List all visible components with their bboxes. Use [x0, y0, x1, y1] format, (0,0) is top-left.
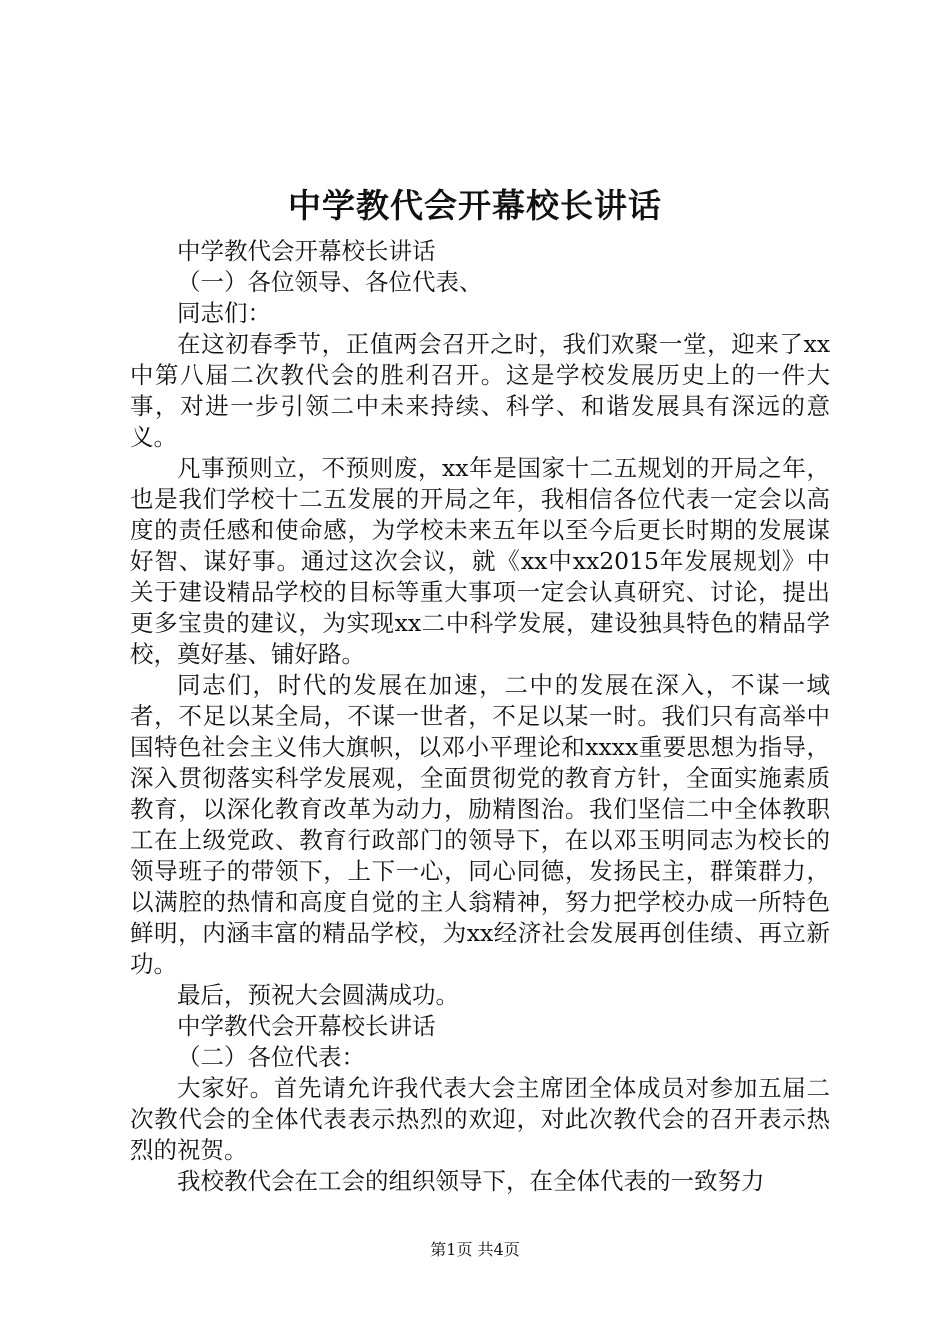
- document-body: [130, 236, 830, 1197]
- paragraph-salutation-1: （一）各位领导、各位代表、: [177, 268, 483, 296]
- paragraph-salutation-2: 同志们：: [177, 299, 271, 327]
- paragraph-planning: 凡事预则立，不预则废，xx年是国家十二五规划的开局之年，也是我们学校十二五发展的开局之年，我相信各位代表一定会以高度的责任感和使命感，为学校未来五年以至今后更长时期的发展谋好智、谋好事。通过这次会议，就《xx中xx2015年发展规划》中关于建设精品学校的目标等重大事项一定会认真研究、讨论，提出更多宝贵的建议，为实现xx二中科学发展，建设独具特色的精品学校，奠好基、铺好路。: [130, 454, 830, 668]
- paragraph-subtitle-1: 中学教代会开幕校长讲话: [177, 237, 436, 265]
- paragraph-welcome: 大家好。首先请允许我代表大会主席团全体成员对参加五届二次教代会的全体代表表示热烈的欢迎，对此次教代会的召开表示热烈的祝贺。: [130, 1074, 830, 1164]
- paragraph-salutation-3: （二）各位代表：: [177, 1043, 365, 1071]
- paragraph-subtitle-2: 中学教代会开幕校长讲话: [177, 1012, 436, 1040]
- document-title: 中学教代会开幕校长讲话: [288, 186, 662, 225]
- paragraph-opening: 在这初春季节，正值两会召开之时，我们欢聚一堂，迎来了xx中第八届二次教代会的胜利召开。这是学校发展历史上的一件大事，对进一步引领二中未来持续、科学、和谐发展具有深远的意义。: [130, 330, 830, 451]
- paragraph-closing: 最后，预祝大会圆满成功。: [177, 981, 459, 1009]
- page-number-footer: 第1页 共4页: [430, 1240, 520, 1259]
- paragraph-development: 同志们，时代的发展在加速，二中的发展在深入，不谋一域者，不足以某全局，不谋一世者，不足以某一时。我们只有高举中国特色社会主义伟大旗帜，以邓小平理论和xxxx重要思想为指导，深入贯彻落实科学发展观，全面贯彻党的教育方针，全面实施素质教育，以深化教育改革为动力，励精图治。我们坚信二中全体教职工在上级党政、教育行政部门的领导下，在以邓玉明同志为校长的领导班子的带领下，上下一心，同心同德，发扬民主，群策群力，以满腔的热情和高度自觉的主人翁精神，努力把学校办成一所特色鲜明，内涵丰富的精品学校，为xx经济社会发展再创佳绩、再立新功。: [130, 671, 830, 978]
- paragraph-continuation: 我校教代会在工会的组织领导下，在全体代表的一致努力: [177, 1167, 765, 1195]
